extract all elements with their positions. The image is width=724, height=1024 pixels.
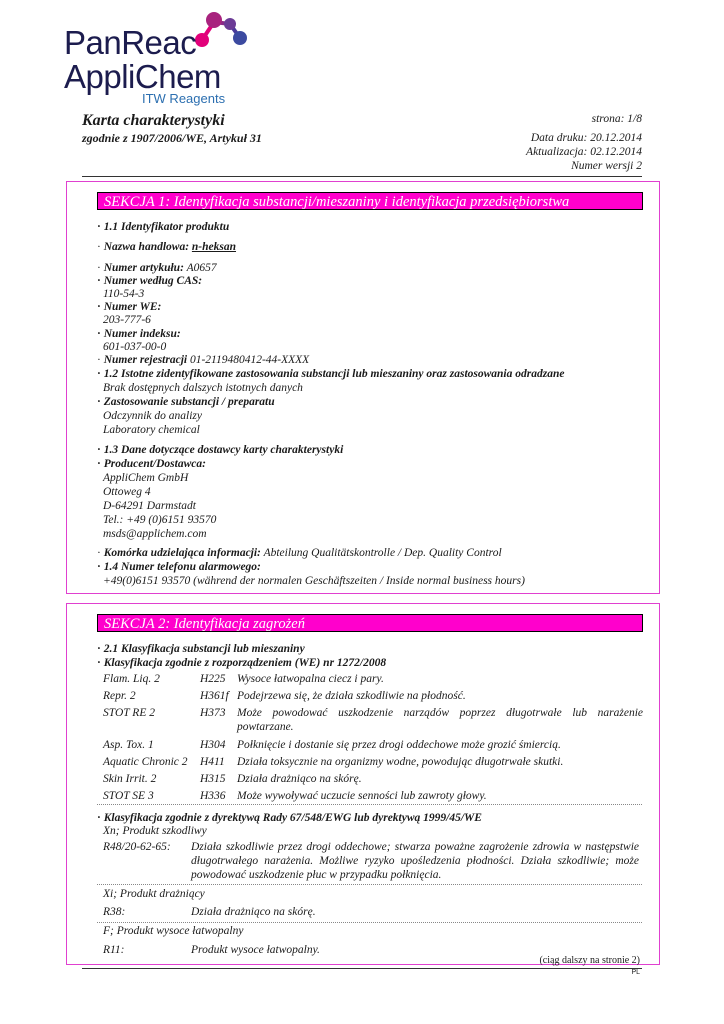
- s1-supplier-heading: · 1.3 Dane dotyczące dostawcy karty charakterystyki: [97, 444, 344, 456]
- version-number: Numer wersji 2: [571, 160, 642, 172]
- s2-clp-heading: · Klasyfikacja zgodnie z rozporządzeniem (WE) nr 1272/2008: [97, 657, 387, 669]
- footer-divider: [82, 968, 642, 969]
- r11-text: Produkt wysoce łatwopalny.: [191, 944, 320, 956]
- dotted-divider: [97, 884, 642, 885]
- clp-hazard-text: Może wywoływać uczucie senności lub zawroty głowy.: [237, 790, 487, 802]
- clp-row: [103, 789, 643, 803]
- clp-hazard-code: H304: [200, 739, 226, 751]
- clp-hazard-code: H336: [200, 790, 226, 802]
- s1-application-heading: · Zastosowanie substancji / preparatu: [97, 396, 275, 408]
- s1-we-label: · Numer WE:: [97, 301, 162, 313]
- logo-line1: PanReac: [64, 24, 197, 61]
- s1-uses-value: Brak dostępnych dalszych istotnych danych: [103, 382, 303, 394]
- clp-hazard-code: H411: [200, 756, 225, 768]
- clp-hazard-text: Połknięcie i dostanie się przez drogi oddechowe może grozić śmiercią.: [237, 739, 561, 751]
- s1-cas-value: 110-54-3: [103, 288, 145, 300]
- s1-index-label: · Numer indeksu:: [97, 328, 181, 340]
- s2-xn-label: Xn; Produkt szkodliwy: [103, 825, 207, 837]
- r11-code: R11:: [103, 944, 125, 956]
- s1-producer-label: · Producent/Dostawca:: [97, 458, 206, 470]
- logo-line2: AppliChem: [64, 58, 221, 95]
- clp-class: Skin Irrit. 2: [103, 773, 157, 785]
- s1-product-identifier: · 1.1 Identyfikator produktu: [97, 221, 230, 233]
- r38-code: R38:: [103, 906, 126, 918]
- dotted-divider: [97, 922, 642, 923]
- s1-info-contact: · Komórka udzielająca informacji: Abteilung Qualitätskontrolle / Dep. Quality Control: [97, 547, 502, 559]
- clp-hazard-text: Wysoce łatwopalna ciecz i pary.: [237, 673, 384, 685]
- s1-application-v1: Odczynnik do analizy: [103, 410, 203, 422]
- s1-cas-label: · Numer według CAS:: [97, 275, 203, 287]
- clp-row: [103, 755, 643, 769]
- s1-emergency-value: +49(0)6151 93570 (während der normalen Geschäftszeiten / Inside normal business hours): [103, 575, 525, 587]
- s1-uses-heading: · 1.2 Istotne zidentyfikowane zastosowania substancji lub mieszaniny oraz zastosowania odradzane: [97, 368, 565, 380]
- section1-title: SEKCJA 1: Identyfikacja substancji/mieszaniny i identyfikacja przedsiębiorstwa: [97, 192, 643, 210]
- section2-title: SEKCJA 2: Identyfikacja zagrożeń: [97, 614, 643, 632]
- s1-we-value: 203-777-6: [103, 314, 151, 326]
- page-number: strona: 1/8: [591, 113, 642, 125]
- clp-class: Flam. Liq. 2: [103, 673, 160, 685]
- company-logo: [64, 8, 264, 104]
- clp-row: [103, 706, 643, 734]
- s2-dsd-heading: · Klasyfikacja zgodnie z dyrektywą Rady 67/548/EWG lub dyrektywą 1999/45/WE: [97, 812, 482, 824]
- clp-hazard-text: Podejrzewa się, że działa szkodliwie na płodność.: [237, 690, 466, 702]
- continued-note: (ciąg dalszy na stronie 2): [539, 955, 640, 966]
- s1-application-v2: Laboratory chemical: [103, 424, 200, 436]
- s2-xi-label: Xi; Produkt drażniący: [103, 888, 205, 900]
- s2-classification-heading: · 2.1 Klasyfikacja substancji lub mieszaniny: [97, 643, 305, 655]
- language-code: PL: [631, 969, 640, 976]
- clp-hazard-code: H225: [200, 673, 226, 685]
- clp-class: Aquatic Chronic 2: [103, 756, 188, 768]
- s2-f-label: F; Produkt wysoce łatwopalny: [103, 925, 244, 937]
- clp-hazard-code: H373: [200, 707, 226, 719]
- clp-row: [103, 672, 643, 686]
- s1-address-street: Ottoweg 4: [103, 486, 151, 498]
- clp-class: Asp. Tox. 1: [103, 739, 154, 751]
- clp-row: [103, 738, 643, 752]
- clp-class: STOT RE 2: [103, 707, 155, 719]
- r38-text: Działa drażniąco na skórę.: [191, 906, 316, 918]
- clp-hazard-text: Działa toksycznie na organizmy wodne, powodując długotrwałe skutki.: [237, 756, 564, 768]
- document-title: Karta charakterystyki: [82, 112, 225, 129]
- header-divider: [82, 176, 642, 177]
- s1-address-company: AppliChem GmbH: [103, 472, 189, 484]
- clp-row: [103, 772, 643, 786]
- s1-registration: · Numer rejestracji 01-2119480412-44-XXXX: [97, 354, 310, 366]
- document-subtitle: zgodnie z 1907/2006/WE, Artykuł 31: [82, 131, 262, 145]
- s1-address-phone: Tel.: +49 (0)6151 93570: [103, 514, 217, 526]
- update-date: Aktualizacja: 02.12.2014: [526, 146, 642, 158]
- print-date: Data druku: 20.12.2014: [530, 132, 642, 144]
- dotted-divider: [97, 804, 642, 805]
- s1-address-city: D-64291 Darmstadt: [103, 500, 196, 512]
- s1-article-number: · Numer artykułu: A0657: [97, 262, 217, 274]
- r48-text: Działa szkodliwie przez drogi oddechowe; stwarza poważne zagrożenie zdrowia w następstwie długotrwałego narażenia. Możliwe ryzyko upośledzenia płodności. Działa szkodliwie; może powodować uszkodzenie płuc w przypadku połknięcia.: [191, 841, 639, 881]
- clp-row: [103, 689, 643, 703]
- r48-code: R48/20-62-65:: [103, 841, 171, 853]
- s1-emergency-label: · 1.4 Numer telefonu alarmowego:: [97, 561, 261, 573]
- s1-trade-name: · Nazwa handlowa: n-heksan: [97, 241, 237, 253]
- molecule-logo-icon: [192, 8, 248, 52]
- logo-line3: ITW Reagents: [142, 91, 226, 106]
- clp-hazard-code: H361f: [200, 690, 229, 702]
- clp-hazard-code: H315: [200, 773, 226, 785]
- clp-hazard-text: Może powodować uszkodzenie narządów poprzez długotrwałe lub narażenie powtarzane.: [237, 707, 643, 733]
- s1-address-email: msds@applichem.com: [103, 528, 207, 540]
- clp-hazard-text: Działa drażniąco na skórę.: [237, 773, 362, 785]
- s1-index-value: 601-037-00-0: [103, 341, 167, 353]
- clp-class: STOT SE 3: [103, 790, 154, 802]
- clp-class: Repr. 2: [103, 690, 136, 702]
- r48-row: [103, 840, 639, 882]
